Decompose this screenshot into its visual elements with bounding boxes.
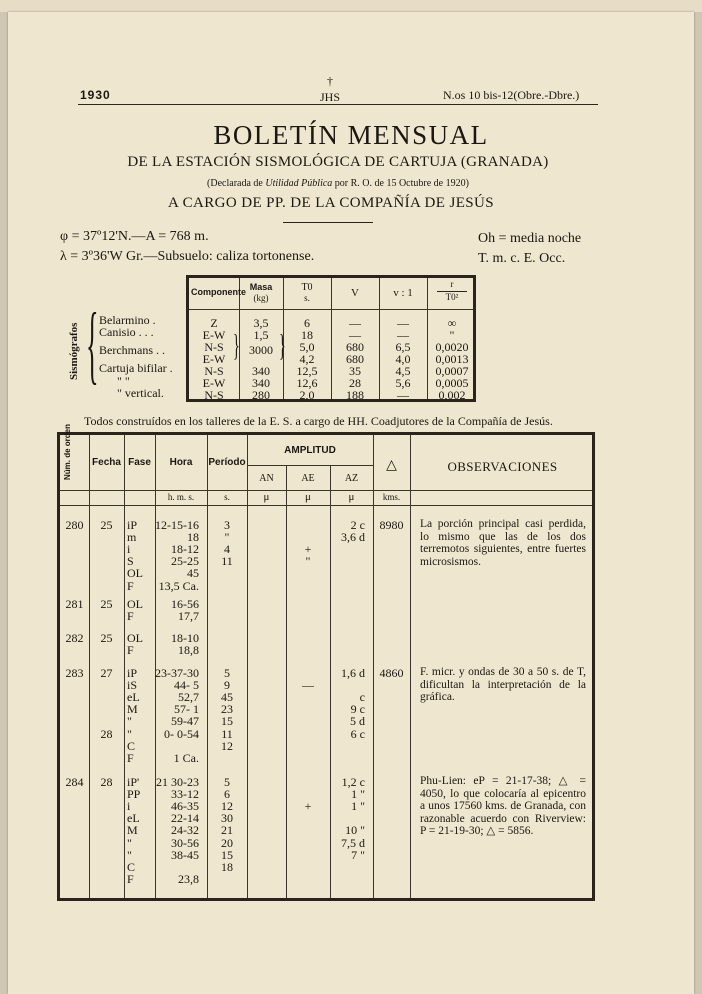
event-cell: 23-37-30 [155, 666, 199, 680]
event-observation: F. micr. y ondas de 30 a 50 s. de T, dificultan la interpretación de la gráfica. [420, 666, 586, 703]
col-masa-unit: (kg) [253, 293, 269, 303]
header-an: AN [259, 473, 274, 484]
seismic-events-table [57, 423, 595, 901]
event-number: 280 [65, 518, 84, 532]
event-cell: F [127, 750, 134, 765]
seismograph-cell: N-S [204, 340, 224, 354]
seismograph-cell: ∞ [447, 316, 457, 330]
seismograph-cell: 35 [349, 364, 361, 378]
event-cell: 1 " [351, 799, 365, 814]
seismograph-cell: — [397, 388, 409, 402]
event-cell: F [127, 871, 134, 886]
seismograph-cell: 28 [349, 376, 361, 390]
seismograph-cell: 2,0 [299, 388, 315, 402]
event-cell: 20 [221, 835, 233, 850]
event-date: 25 [100, 597, 113, 611]
event-cell: 13,5 Ca. [158, 578, 199, 593]
event-cell: 59-47 [171, 714, 199, 729]
event-cell: 30 [221, 811, 233, 826]
seismograph-cell: 4,2 [299, 352, 315, 366]
event-number: 282 [65, 631, 84, 645]
header-ae: AE [301, 473, 315, 484]
event-cell: 6 [224, 787, 230, 802]
event-cell: " [127, 835, 132, 850]
seismograph-cell: — [349, 328, 361, 342]
header-periodo: Período [208, 457, 246, 468]
seismograph-cell: 4,5 [395, 364, 411, 378]
event-cell: 45 [221, 690, 233, 705]
seismograph-cell: 0,0005 [435, 376, 469, 390]
event-cell: 21 30-23 [156, 775, 199, 789]
event-cell: 46-35 [171, 799, 199, 814]
event-cell: 25-25 [171, 554, 199, 569]
event-cell: 3,6 d [341, 530, 365, 545]
event-cell: 5 [224, 775, 230, 789]
page-edge [0, 0, 702, 12]
event-cell: 17,7 [178, 609, 199, 624]
event-cell: OL [127, 631, 143, 645]
event-number: 281 [65, 597, 84, 611]
seismograph-cell: 0,002 [438, 388, 466, 402]
header-fase: Fase [128, 457, 151, 468]
seismograph-cell: 188 [346, 388, 364, 402]
event-number: 283 [65, 666, 84, 680]
time-zone: T. m. c. E. Occ. [478, 251, 566, 266]
seismograph-cell: 3,5 [253, 316, 269, 330]
event-cell: M [127, 823, 138, 838]
cross-symbol: † [327, 74, 333, 88]
event-cell: 0- 0-54 [164, 726, 199, 741]
header-amplitud: AMPLITUD [284, 445, 336, 456]
event-cell: 52,7 [178, 690, 199, 705]
seismograph-cell: 1,5 [253, 328, 269, 342]
seismograph-cell: Z [210, 316, 218, 330]
event-cell: 18-12 [171, 542, 199, 557]
seismograph-cell: N-S [204, 388, 224, 402]
event-cell: 1,2 c [341, 775, 365, 789]
seismographs-brace: { [86, 295, 99, 394]
col-period-unit: s. [304, 293, 310, 303]
construction-note: Todos construídos en los talleres de la E. S. a cargo de HH. Coadjutores de la Compañía de Jesús. [84, 414, 553, 428]
year: 1930 [80, 88, 111, 102]
seismograph-cell: 12,5 [296, 364, 318, 378]
event-cell: 22-14 [171, 811, 199, 826]
unit-hora: h. m. s. [167, 492, 195, 502]
seismograph-cell: N-S [204, 364, 224, 378]
seismograph-cell: 5,0 [299, 340, 315, 354]
event-cell: C [127, 738, 136, 753]
event-cell: OL [127, 566, 143, 581]
event-cell: 6 c [350, 726, 365, 741]
header-fecha: Fecha [92, 457, 121, 468]
header-rule [78, 104, 598, 105]
seismograph-cell: 18 [301, 328, 313, 342]
event-cell: + [304, 799, 312, 814]
event-cell: 7 " [351, 847, 365, 862]
event-cell: iP [127, 518, 138, 532]
event-cell: 3 [224, 518, 230, 532]
seismograph-cell: 680 [346, 352, 364, 366]
event-cell: 23,8 [178, 871, 199, 886]
seismograph-cell: 680 [346, 340, 364, 354]
event-cell: 18 [221, 859, 233, 874]
seismograph-table [186, 275, 476, 402]
event-cell: F [127, 609, 134, 624]
event-cell: 7,5 d [341, 835, 365, 850]
seismograph-cell: E-W [202, 328, 226, 342]
col-ratio-bottom: T0² [445, 292, 459, 302]
event-date: 27 [100, 666, 113, 680]
event-cell: S [127, 554, 134, 569]
seismograph-cell: 0,0020 [435, 340, 469, 354]
event-cell: 16-56 [171, 597, 199, 611]
event-distance: 4860 [379, 666, 404, 680]
time-origin: Oh = media noche [478, 231, 582, 246]
event-cell: 18-10 [171, 631, 199, 645]
event-cell: m [127, 530, 137, 545]
event-cell: PP [127, 787, 141, 802]
event-cell: eL [127, 811, 140, 826]
seismograph-cell: 280 [252, 388, 270, 402]
event-cell: iS [127, 678, 138, 693]
event-cell: 21 [221, 823, 233, 838]
seismograph-cell: 5,6 [395, 376, 411, 390]
col-ratio-top: r [450, 279, 454, 289]
event-cell: 12 [221, 799, 233, 814]
issue-number: N.os 10 bis-12(Obre.-Dbre.) [443, 88, 580, 102]
event-cell: 18 [187, 530, 199, 545]
seismograph-cartuja-vertical: " vertical. [117, 386, 164, 400]
event-cell: 18,8 [178, 643, 199, 658]
event-cell: F [127, 578, 134, 593]
header-observaciones: OBSERVACIONES [447, 459, 558, 474]
event-cell: F [127, 643, 134, 658]
event-cell: OL [127, 597, 143, 611]
event-cell: 11 [221, 726, 233, 741]
event-date: 28 [100, 775, 113, 789]
unit-az: μ [348, 491, 355, 503]
event-cell: — [302, 678, 314, 693]
event-cell: 33-12 [171, 787, 199, 802]
event-date-2: 28 [100, 726, 113, 741]
event-cell: 9 c [350, 702, 365, 717]
col-period: T0 [301, 282, 313, 293]
event-observation: La porción principal casi perdida, lo mismo que las de los dos terremotos siguientes, entre fuertes microsismos. [420, 518, 586, 568]
event-cell: iP' [127, 775, 140, 789]
event-date: 25 [100, 518, 113, 532]
seismograph-cell: E-W [202, 376, 226, 390]
seismograph-cell: 340 [252, 364, 270, 378]
seismograph-cell: — [349, 316, 361, 330]
seismograph-cell: — [397, 316, 409, 330]
declaration-note: (Declarada de Utilidad Pública por R. O. de 15 Octubre de 1920) [207, 178, 469, 189]
event-observation: Phu-Lien: eP = 21-17-38; △ = 4050, lo que colocaría al epicentro a unos 17560 kms. de Granada, con razonable acuerdo con Riverview: P = 21-19-30; △ = 5856. [420, 775, 586, 837]
event-cell: i [127, 799, 131, 814]
seismograph-cell: 6,5 [395, 340, 411, 354]
seismograph-cell: 0,0007 [435, 364, 469, 378]
seismograph-cell: 340 [252, 376, 270, 390]
seismograph-belarmino: Belarmino . [99, 313, 156, 327]
event-cell: 23 [221, 702, 233, 717]
seismograph-cell: 6 [304, 316, 310, 330]
header-num: Núm. de orden [63, 423, 72, 480]
event-cell: i [127, 542, 131, 557]
col-damping: v : 1 [393, 287, 413, 299]
event-cell: 5 d [350, 714, 365, 729]
jhs-emblem: JHS [319, 90, 340, 104]
event-cell: 38-45 [171, 847, 199, 862]
bulletin-title: BOLETÍN MENSUAL [213, 120, 489, 150]
longitude-subsoil: λ = 3º36'W Gr.—Subsuelo: caliza tortonense. [60, 249, 315, 264]
event-cell: " [127, 714, 132, 729]
seismograph-cartuja: Cartuja bifilar . [99, 361, 173, 375]
event-cell: eL [127, 690, 140, 705]
event-cell: 57- 1 [174, 702, 199, 717]
event-cell: c [359, 690, 365, 705]
header-delta: △ [386, 458, 397, 473]
event-cell: C [127, 859, 136, 874]
event-cell: 2 c [350, 518, 365, 532]
event-cell: M [127, 702, 138, 717]
event-cell: 44- 5 [174, 678, 199, 693]
event-cell: " [305, 554, 311, 569]
berchmans-mass: 3000 [249, 343, 273, 357]
event-cell: 1,6 d [341, 666, 365, 680]
latitude-altitude: φ = 37º12'N.—A = 768 m. [60, 229, 209, 244]
event-cell: 24-32 [171, 823, 199, 838]
event-cell: 12-15-16 [155, 518, 199, 532]
seismograph-cell: 12,6 [296, 376, 318, 390]
col-componente: Componente [191, 287, 246, 297]
seismograph-canisio: Canisio . . . [99, 325, 154, 339]
seismographs-label: Sismógrafos [68, 322, 80, 380]
event-number: 284 [65, 775, 84, 789]
seismograph-cell: 4,0 [395, 352, 411, 366]
event-cell: 15 [221, 847, 233, 862]
event-date: 25 [100, 631, 113, 645]
event-cell: " [127, 726, 132, 741]
event-cell: 15 [221, 714, 233, 729]
seismograph-cell: " [449, 328, 455, 342]
seismograph-cartuja-2: " " [117, 374, 130, 388]
seismograph-cell: 0,0013 [435, 352, 469, 366]
berchmans-brace-left: } [233, 331, 240, 365]
event-cell: " [127, 847, 132, 862]
event-cell: 1 " [351, 787, 365, 802]
event-cell: + [304, 542, 312, 557]
event-cell: 45 [187, 566, 199, 581]
berchmans-brace-right: } [279, 331, 286, 365]
seismograph-berchmans: Berchmans . . [99, 343, 165, 357]
event-cell: 30-56 [171, 835, 199, 850]
event-cell: 10 " [345, 823, 365, 838]
header-hora: Hora [169, 457, 193, 468]
header-az: AZ [344, 473, 359, 484]
seismograph-cell: E-W [202, 352, 226, 366]
event-cell: iP [127, 666, 138, 680]
event-cell: 4 [224, 542, 230, 557]
title-rule [283, 222, 373, 223]
unit-delta: kms. [382, 492, 401, 502]
col-magnification: V [351, 287, 359, 299]
event-cell: 11 [221, 554, 233, 569]
event-cell: 9 [224, 678, 230, 693]
unit-ae: μ [305, 491, 311, 503]
event-cell: 12 [221, 738, 233, 753]
unit-periodo: s. [224, 492, 230, 502]
event-cell: 1 Ca. [173, 750, 199, 765]
col-masa: Masa [249, 282, 273, 292]
seismograph-cell: — [397, 328, 409, 342]
charge-line: A CARGO DE PP. DE LA COMPAÑÍA DE JESÚS [168, 195, 494, 211]
event-distance: 8980 [379, 518, 404, 532]
event-cell: " [224, 530, 230, 545]
station-subtitle: DE LA ESTACIÓN SISMOLÓGICA DE CARTUJA (GRANADA) [127, 154, 549, 170]
event-cell: 5 [224, 666, 230, 680]
unit-an: μ [263, 491, 270, 503]
